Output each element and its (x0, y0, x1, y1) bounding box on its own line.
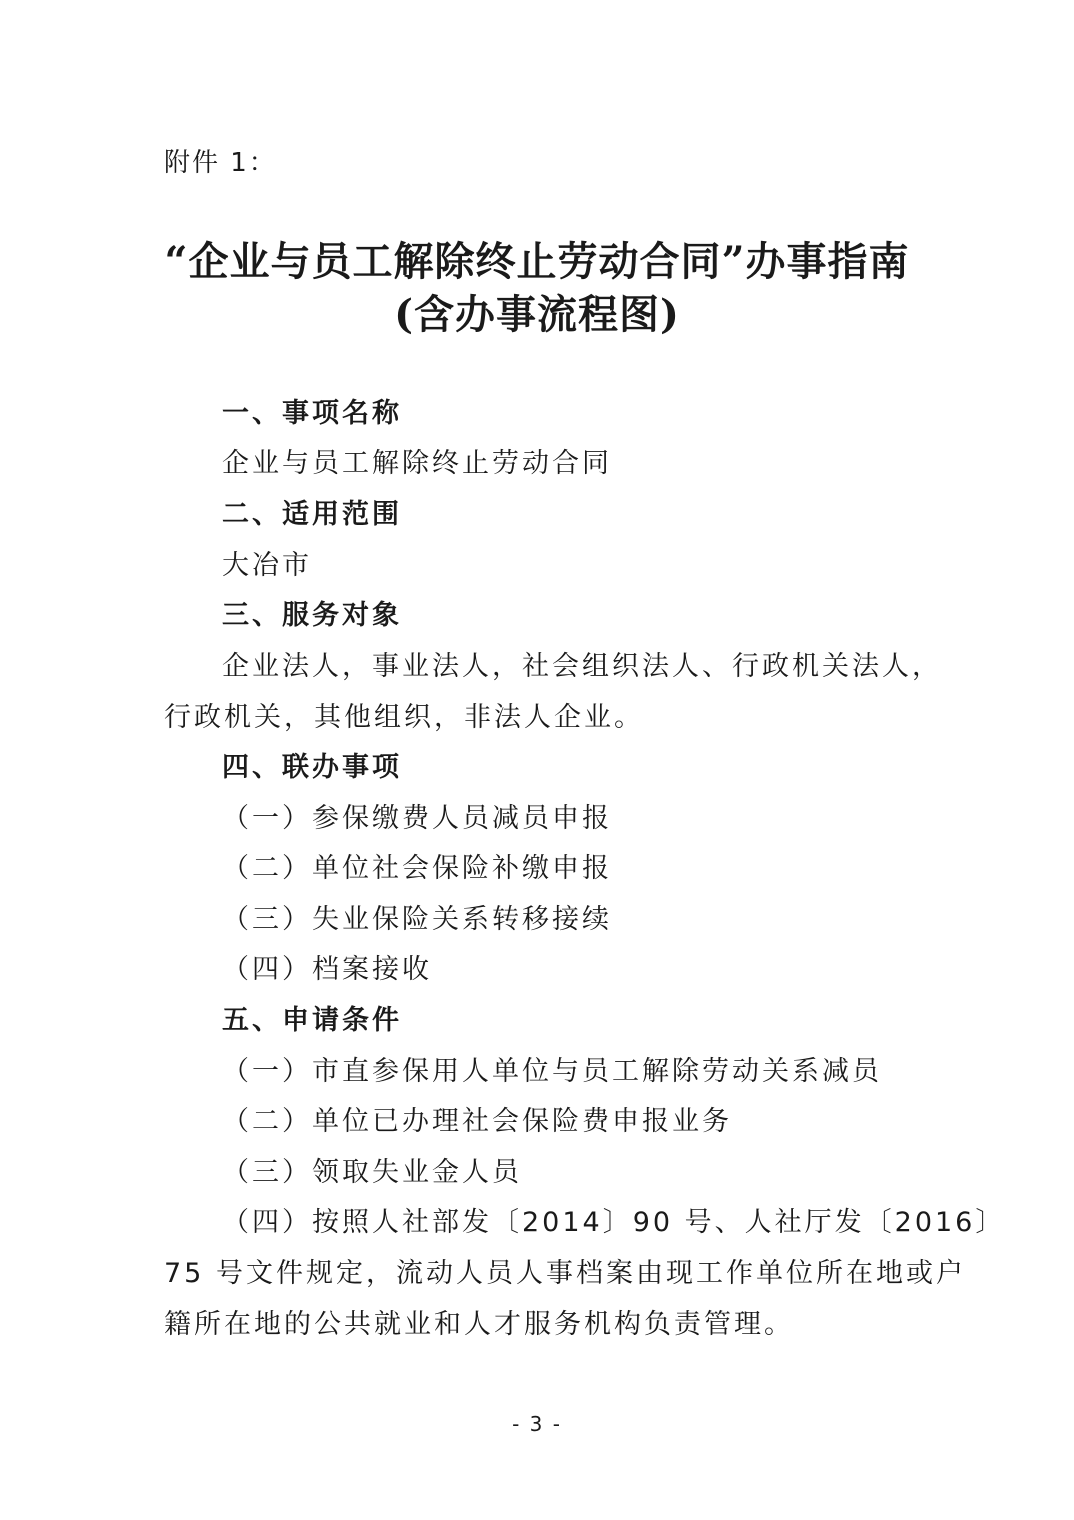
page-number: - 3 - (512, 1412, 562, 1436)
joint-item: （三）失业保险关系转移接续 (222, 904, 612, 935)
condition-item-4-line3: 籍所在地的公共就业和人才服务机构负责管理。 (164, 1309, 794, 1340)
joint-item: （一）参保缴费人员减员申报 (222, 803, 612, 834)
document-title-line2: (含办事流程图) (394, 291, 680, 338)
section-heading-item-name: 一、事项名称 (222, 398, 402, 429)
document-title-line1: “企业与员工解除终止劳动合同”办事指南 (164, 238, 910, 285)
section-heading-conditions: 五、申请条件 (222, 1005, 402, 1036)
section-heading-joint-items: 四、联办事项 (222, 752, 402, 783)
condition-item: （三）领取失业金人员 (222, 1157, 522, 1188)
attachment-label: 附件 1： (164, 148, 277, 178)
condition-item-4-line1: （四）按照人社部发〔2014〕90 号、人社厅发〔2016〕 (222, 1207, 1006, 1238)
section-heading-service-target: 三、服务对象 (222, 600, 402, 631)
service-target-text-line1: 企业法人，事业法人，社会组织法人、行政机关法人， (222, 651, 942, 682)
condition-item: （二）单位已办理社会保险费申报业务 (222, 1106, 732, 1137)
item-name-text: 企业与员工解除终止劳动合同 (222, 448, 612, 479)
joint-item: （二）单位社会保险补缴申报 (222, 853, 612, 884)
scope-text: 大冶市 (222, 550, 312, 581)
condition-item: （一）市直参保用人单位与员工解除劳动关系减员 (222, 1056, 882, 1087)
service-target-text-line2: 行政机关，其他组织，非法人企业。 (164, 702, 644, 733)
joint-item: （四）档案接收 (222, 954, 432, 985)
condition-item-4-line2: 75 号文件规定，流动人员人事档案由现工作单位所在地或户 (164, 1258, 966, 1289)
section-heading-scope: 二、适用范围 (222, 499, 402, 530)
